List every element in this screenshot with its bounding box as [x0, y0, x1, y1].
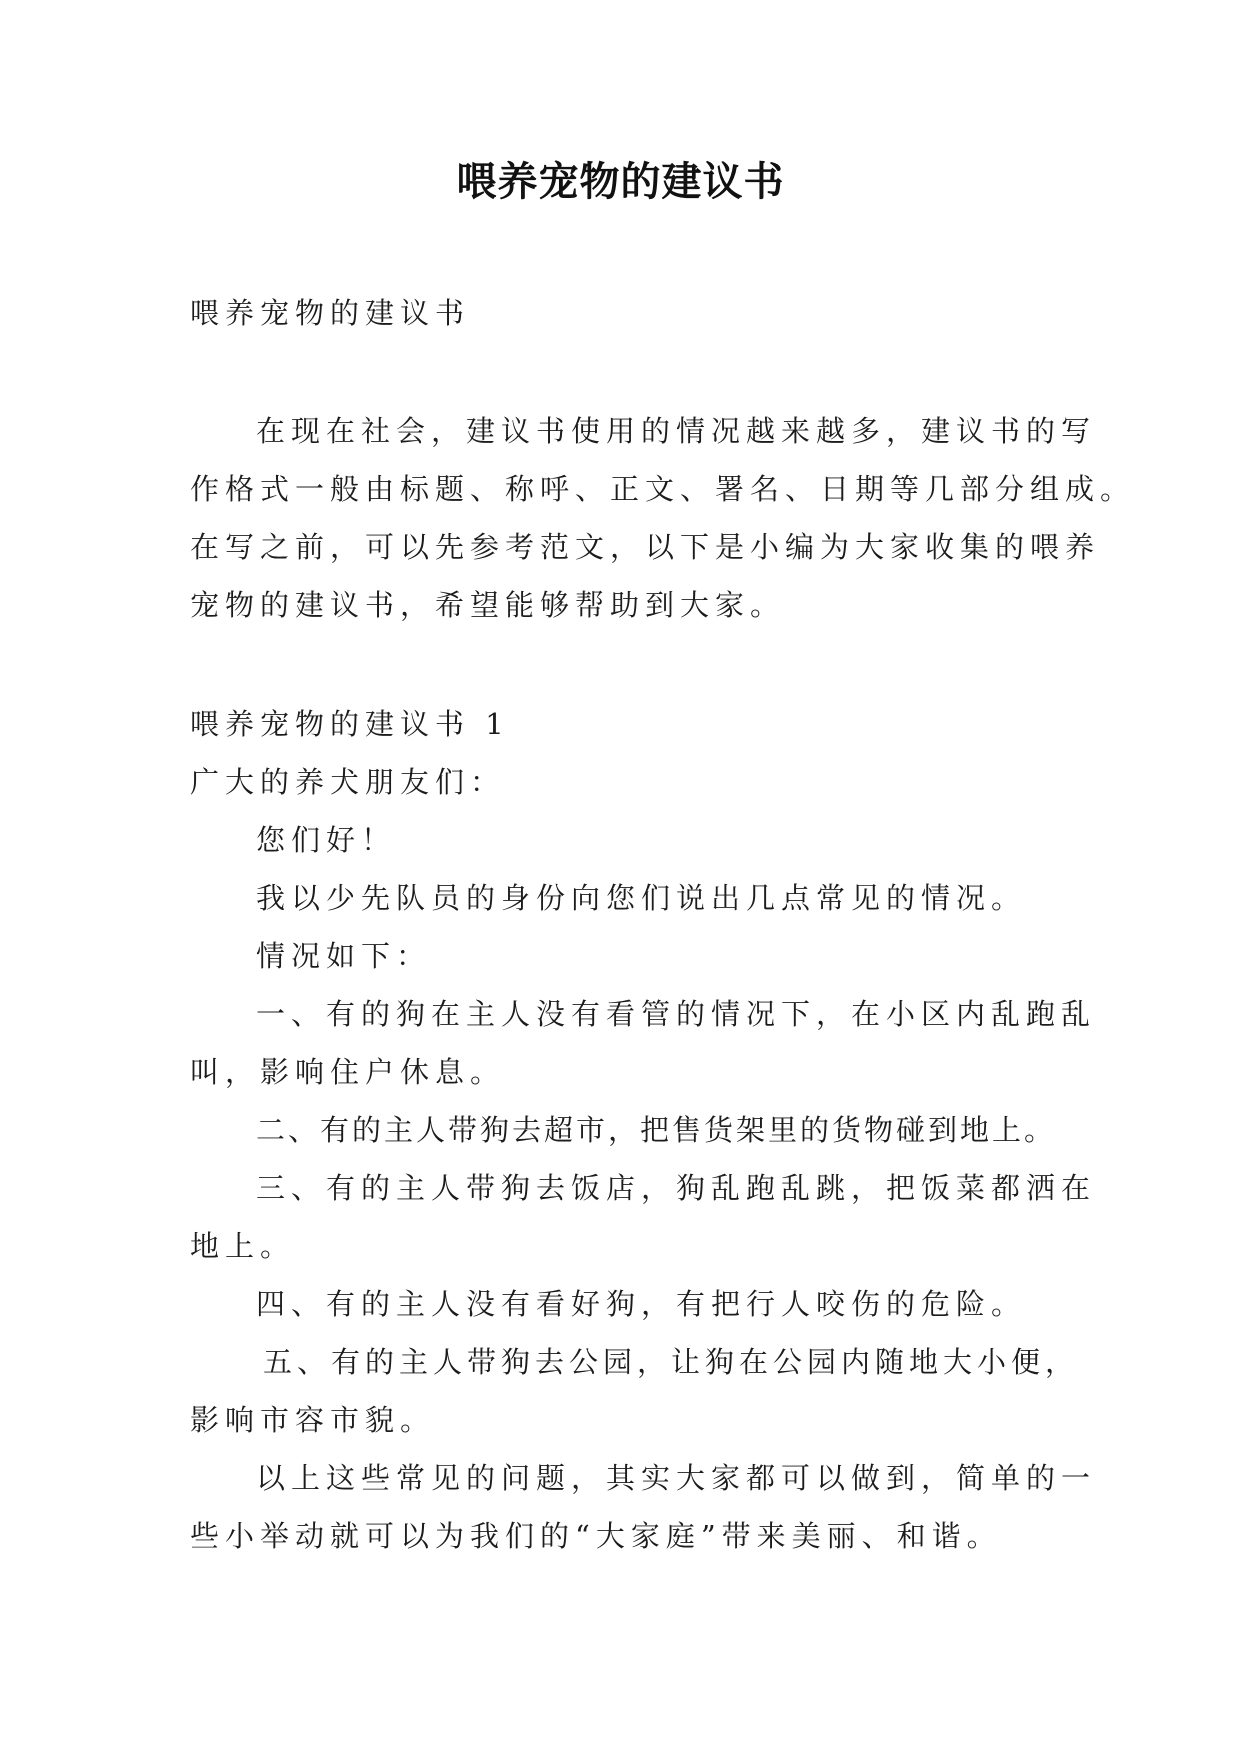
intro-line: 在现在社会，建议书使用的情况越来越多，建议书的写 [256, 414, 1097, 448]
body-line: 影响市容市貌。 [190, 1403, 436, 1437]
greeting: 您们好！ [256, 823, 397, 857]
body-line: 我以少先队员的身份向您们说出几点常见的情况。 [256, 881, 1027, 915]
body-line: 二、有的主人带狗去超市，把售货架里的货物碰到地上。 [256, 1113, 1057, 1147]
section-heading: 喂养宠物的建议书 1 [190, 707, 510, 741]
document-title: 喂养宠物的建议书 [456, 159, 785, 205]
body-line: 五、有的主人带狗去公园，让狗在公园内随地大小便， [263, 1345, 1080, 1379]
intro-line: 在写之前，可以先参考范文，以下是小编为大家收集的喂养 [190, 530, 1101, 564]
body-line: 些小举动就可以为我们的“大家庭”带来美丽、和谐。 [190, 1519, 1002, 1553]
body-line: 四、有的主人没有看好狗，有把行人咬伤的危险。 [256, 1287, 1027, 1321]
intro-line: 作格式一般由标题、称呼、正文、署名、日期等几部分组成。 [190, 472, 1136, 506]
intro-line: 宠物的建议书，希望能够帮助到大家。 [190, 588, 786, 622]
salutation: 广大的养犬朋友们： [190, 765, 506, 799]
body-line: 以上这些常见的问题，其实大家都可以做到，简单的一 [256, 1461, 1097, 1495]
body-line: 地上。 [190, 1229, 296, 1263]
document-subtitle: 喂养宠物的建议书 [190, 296, 471, 330]
body-line: 一、有的狗在主人没有看管的情况下，在小区内乱跑乱 [256, 997, 1097, 1031]
body-line: 叫，影响住户休息。 [190, 1055, 506, 1089]
body-line: 情况如下： [256, 939, 432, 973]
body-line: 三、有的主人带狗去饭店，狗乱跑乱跳，把饭菜都洒在 [256, 1171, 1097, 1205]
